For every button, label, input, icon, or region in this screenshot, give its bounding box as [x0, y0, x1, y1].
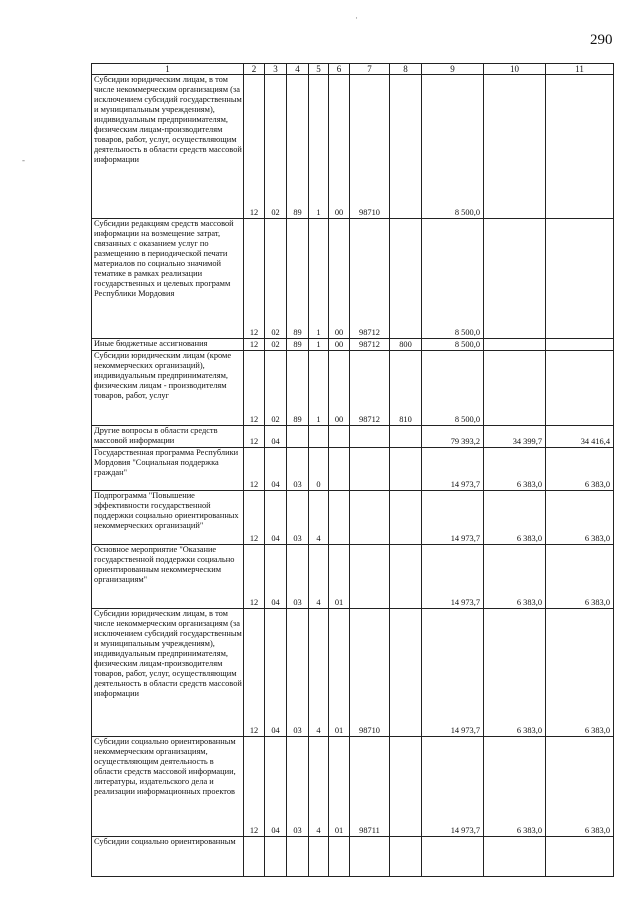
expense-type-code	[390, 426, 422, 448]
direction-code: 98710	[350, 609, 390, 737]
program-code: 03	[287, 609, 309, 737]
table-row	[92, 75, 614, 219]
subprogram-code: 4	[309, 545, 329, 609]
table-row	[92, 426, 614, 448]
amount-col9: 8 500,0	[422, 219, 484, 339]
amount-col9: 79 393,2	[422, 426, 484, 448]
section-code: 12	[244, 351, 265, 426]
amount-col10: 34 399,7	[484, 426, 546, 448]
activity-code: 00	[329, 351, 350, 426]
activity-code: 00	[329, 219, 350, 339]
table-row	[92, 609, 614, 737]
subprogram-code: 1	[309, 351, 329, 426]
subprogram-code: 4	[309, 491, 329, 545]
scan-speck: -	[22, 155, 25, 165]
activity-code: 01	[329, 737, 350, 837]
amount-col11: 6 383,0	[546, 491, 614, 545]
amount-col9: 14 973,7	[422, 609, 484, 737]
subsection-code: 04	[265, 491, 287, 545]
amount-col10	[484, 75, 546, 219]
amount-col11	[546, 837, 614, 877]
direction-code	[350, 545, 390, 609]
section-code: 12	[244, 737, 265, 837]
amount-col11: 6 383,0	[546, 545, 614, 609]
amount-col11: 6 383,0	[546, 609, 614, 737]
expense-type-code	[390, 609, 422, 737]
expense-type-code	[390, 837, 422, 877]
amount-col9: 8 500,0	[422, 75, 484, 219]
subsection-code: 02	[265, 339, 287, 351]
column-header: 11	[546, 64, 614, 75]
item-name: Субсидии юридическим лицам, в том числе некоммерческим организациям (за исключением субсидий государственным и муниципальным учреждениям), индивидуальным предпринимателям, физическим лицам-производителям товаров, работ, услуг, осуществляющим деятельность в области средств массовой информации	[92, 609, 244, 737]
expense-type-code	[390, 491, 422, 545]
expense-type-code	[390, 737, 422, 837]
amount-col11	[546, 75, 614, 219]
amount-col11: 34 416,4	[546, 426, 614, 448]
subprogram-code: 1	[309, 219, 329, 339]
subsection-code: 02	[265, 219, 287, 339]
program-code: 89	[287, 339, 309, 351]
subprogram-code: 0	[309, 448, 329, 491]
column-header: 7	[350, 64, 390, 75]
direction-code: 98712	[350, 219, 390, 339]
column-header: 6	[329, 64, 350, 75]
program-code: 03	[287, 491, 309, 545]
section-code: 12	[244, 545, 265, 609]
subsection-code	[265, 837, 287, 877]
amount-col11	[546, 219, 614, 339]
section-code: 12	[244, 219, 265, 339]
program-code: 89	[287, 75, 309, 219]
budget-table	[91, 63, 614, 877]
section-code: 12	[244, 75, 265, 219]
column-header: 9	[422, 64, 484, 75]
amount-col9: 14 973,7	[422, 491, 484, 545]
activity-code: 00	[329, 75, 350, 219]
column-header: 2	[244, 64, 265, 75]
activity-code: 01	[329, 609, 350, 737]
column-header: 3	[265, 64, 287, 75]
section-code: 12	[244, 448, 265, 491]
expense-type-code	[390, 448, 422, 491]
amount-col10	[484, 351, 546, 426]
program-code: 89	[287, 351, 309, 426]
table-row	[92, 219, 614, 339]
column-header: 10	[484, 64, 546, 75]
activity-code	[329, 448, 350, 491]
amount-col11	[546, 339, 614, 351]
program-code: 89	[287, 219, 309, 339]
table-row	[92, 339, 614, 351]
expense-type-code	[390, 75, 422, 219]
item-name: Субсидии социально ориентированным некоммерческим организациям, осуществляющим деятельность в области средств массовой информации, литературы, издательского дела и реализации информационных проектов	[92, 737, 244, 837]
amount-col9: 14 973,7	[422, 448, 484, 491]
direction-code: 98712	[350, 339, 390, 351]
table-row	[92, 448, 614, 491]
direction-code: 98712	[350, 351, 390, 426]
program-code: 03	[287, 448, 309, 491]
direction-code	[350, 491, 390, 545]
section-code: 12	[244, 609, 265, 737]
item-name: Другие вопросы в области средств массовой информации	[92, 426, 244, 448]
subsection-code: 04	[265, 609, 287, 737]
column-header: 1	[92, 64, 244, 75]
item-name: Субсидии юридическим лицам (кроме некоммерческих организаций), индивидуальным предпринимателям, физическим лицам - производителям товаров, работ, услуг	[92, 351, 244, 426]
program-code	[287, 837, 309, 877]
activity-code	[329, 491, 350, 545]
item-name: Субсидии социально ориентированным	[92, 837, 244, 877]
amount-col10: 6 383,0	[484, 609, 546, 737]
column-header: 5	[309, 64, 329, 75]
column-number-row	[92, 64, 614, 75]
table-row	[92, 351, 614, 426]
item-name: Основное мероприятие "Оказание государственной поддержки социально ориентированным некоммерческим организациям"	[92, 545, 244, 609]
direction-code: 98710	[350, 75, 390, 219]
section-code: 12	[244, 339, 265, 351]
item-name: Подпрограмма "Повышение эффективности государственной поддержки социально ориентированных некоммерческих организаций"	[92, 491, 244, 545]
page-number: 290	[590, 32, 613, 48]
activity-code	[329, 837, 350, 877]
section-code: 12	[244, 426, 265, 448]
table-row	[92, 491, 614, 545]
amount-col11: 6 383,0	[546, 448, 614, 491]
amount-col10	[484, 219, 546, 339]
direction-code	[350, 448, 390, 491]
activity-code: 01	[329, 545, 350, 609]
section-code: 12	[244, 491, 265, 545]
amount-col10: 6 383,0	[484, 545, 546, 609]
amount-col9: 14 973,7	[422, 737, 484, 837]
activity-code	[329, 426, 350, 448]
amount-col11	[546, 351, 614, 426]
subprogram-code: 1	[309, 339, 329, 351]
subprogram-code: 1	[309, 75, 329, 219]
expense-type-code	[390, 545, 422, 609]
section-code	[244, 837, 265, 877]
program-code: 03	[287, 545, 309, 609]
table-row	[92, 545, 614, 609]
direction-code: 98711	[350, 737, 390, 837]
subsection-code: 04	[265, 545, 287, 609]
subprogram-code: 4	[309, 737, 329, 837]
amount-col11: 6 383,0	[546, 737, 614, 837]
subsection-code: 04	[265, 448, 287, 491]
subprogram-code: 4	[309, 609, 329, 737]
expense-type-code: 810	[390, 351, 422, 426]
direction-code	[350, 837, 390, 877]
subprogram-code	[309, 837, 329, 877]
scan-speck: ·	[355, 13, 358, 23]
amount-col9: 8 500,0	[422, 339, 484, 351]
amount-col9: 14 973,7	[422, 545, 484, 609]
table-row	[92, 837, 614, 877]
item-name: Государственная программа Республики Мордовия "Социальная поддержка граждан"	[92, 448, 244, 491]
item-name: Иные бюджетные ассигнования	[92, 339, 244, 351]
activity-code: 00	[329, 339, 350, 351]
amount-col10	[484, 837, 546, 877]
item-name: Субсидии редакциям средств массовой информации на возмещение затрат, связанных с оказанием услуг по размещению в периодической печати материалов по социально значимой тематике в рамках реализации государственных и целевых программ Республики Мордовия	[92, 219, 244, 339]
expense-type-code	[390, 219, 422, 339]
program-code: 03	[287, 737, 309, 837]
subprogram-code	[309, 426, 329, 448]
expense-type-code: 800	[390, 339, 422, 351]
amount-col9: 8 500,0	[422, 351, 484, 426]
item-name: Субсидии юридическим лицам, в том числе некоммерческим организациям (за исключением субсидий государственным и муниципальным учреждениям), индивидуальным предпринимателям, физическим лицам-производителям товаров, работ, услуг, осуществляющим деятельность в области средств массовой информации	[92, 75, 244, 219]
table-row	[92, 737, 614, 837]
amount-col10	[484, 339, 546, 351]
subsection-code: 04	[265, 737, 287, 837]
column-header: 8	[390, 64, 422, 75]
column-header: 4	[287, 64, 309, 75]
program-code	[287, 426, 309, 448]
subsection-code: 04	[265, 426, 287, 448]
subsection-code: 02	[265, 75, 287, 219]
direction-code	[350, 426, 390, 448]
amount-col9	[422, 837, 484, 877]
amount-col10: 6 383,0	[484, 448, 546, 491]
amount-col10: 6 383,0	[484, 737, 546, 837]
subsection-code: 02	[265, 351, 287, 426]
amount-col10: 6 383,0	[484, 491, 546, 545]
